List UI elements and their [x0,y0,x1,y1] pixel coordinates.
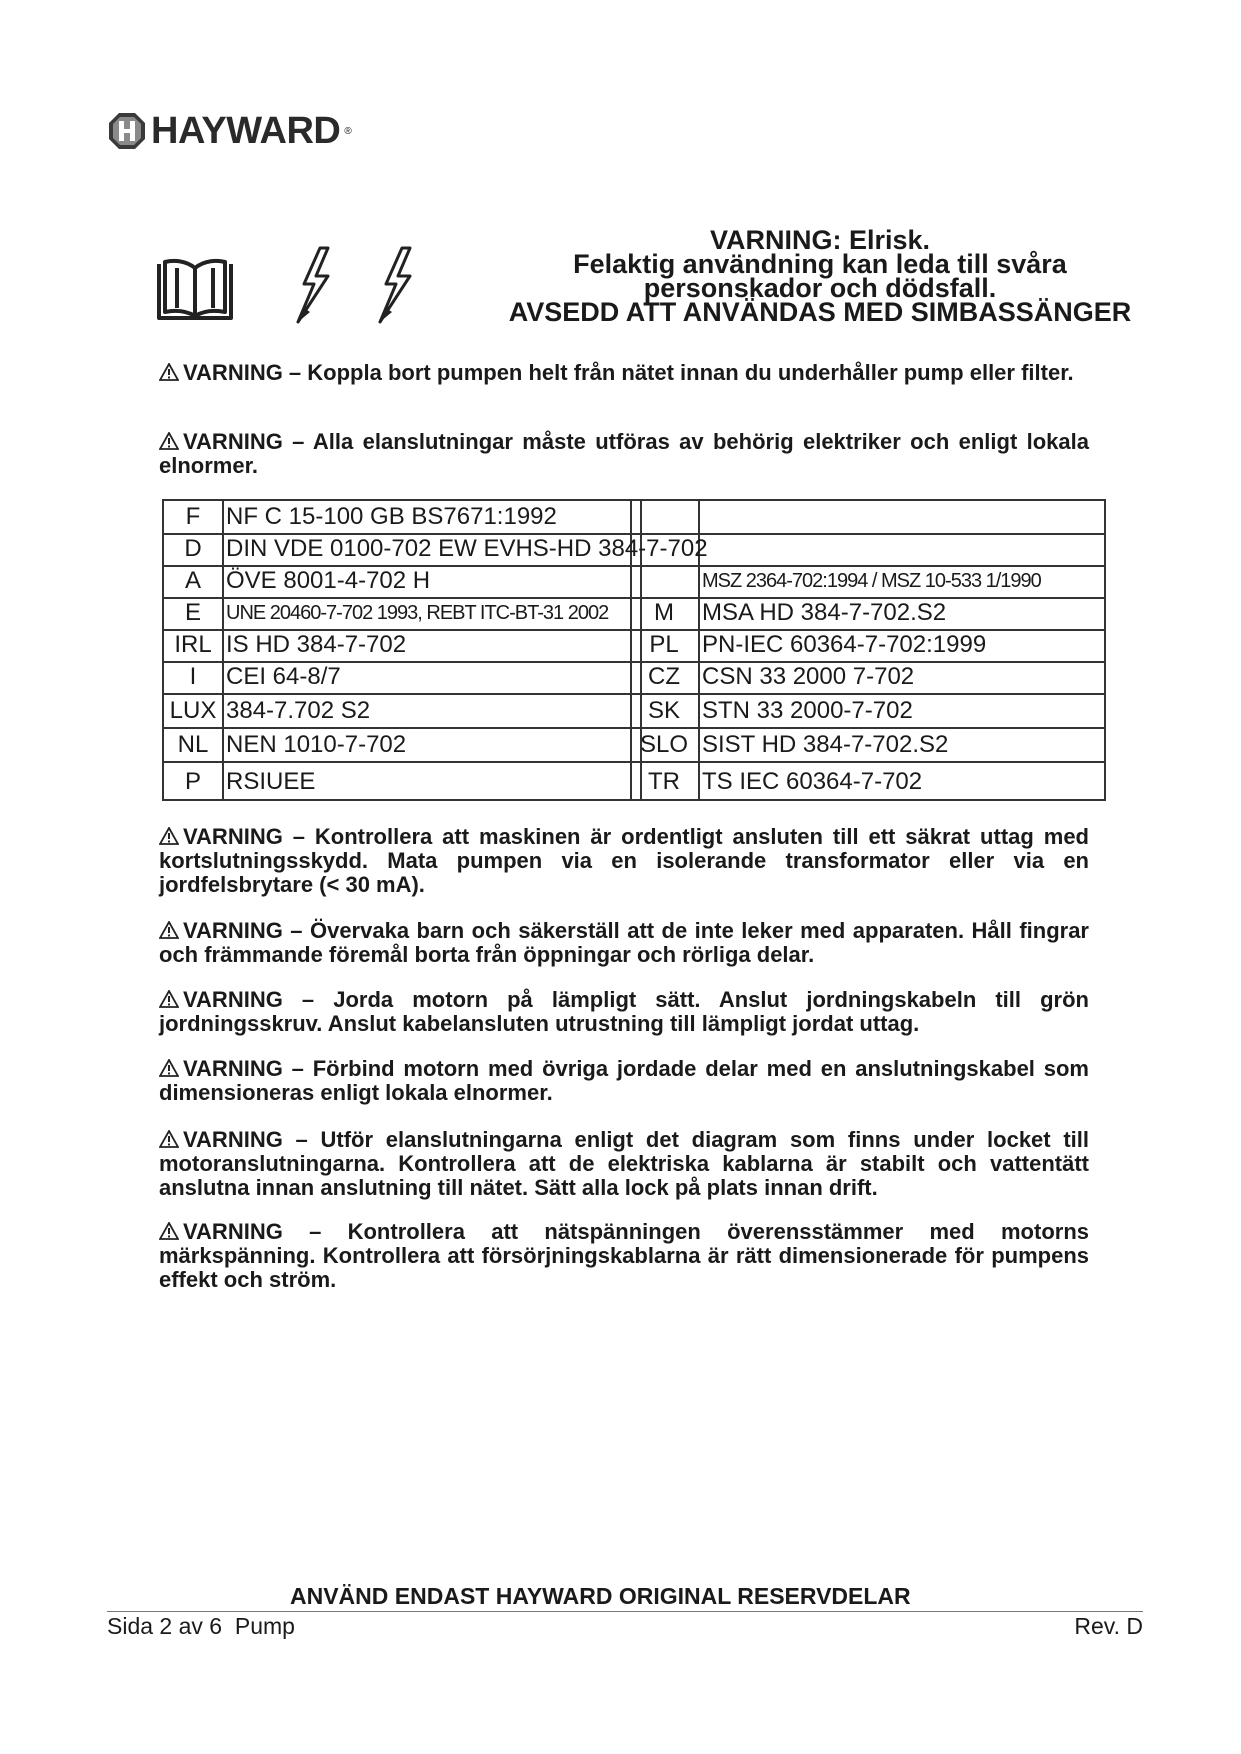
table-row [164,501,1104,535]
country-code [630,501,698,533]
standard-name: ÖVE 8001-4-702 H [226,567,431,594]
warning-triangle-icon [159,827,179,845]
table-row [164,695,1104,729]
standard-name [700,501,702,533]
header-line: Felaktig användning kan leda till svåra [573,249,1067,279]
standard-name: DIN VDE 0100-702 EW EVHS-HD 384-7-702 [226,535,708,562]
country-code: I [189,663,197,690]
country-code: NL [177,731,209,758]
standard-name: CSN 33 2000 7-702 [702,663,915,690]
warning-paragraph [159,1220,1089,1292]
warning-triangle-icon [159,432,179,450]
warning-text: VARNING – Jorda motorn på lämpligt sätt. Anslut jordningskabeln till grön jordningsskruv. Anslut kabelansluten utrustning till lämpligt jordat uttag. [159,987,1089,1036]
warning-triangle-icon [159,990,179,1008]
footer-divider [107,1611,1143,1612]
country-code: LUX [169,697,217,724]
electric-bolt-icon [290,246,336,326]
header-warning [470,225,1170,327]
standard-name: MSA HD 384-7-702.S2 [702,599,947,626]
warning-paragraph [159,825,1089,897]
registered-mark-icon: ® [344,125,352,137]
standard-name: 384-7.702 S2 [226,697,371,724]
electric-bolt-icon [372,246,418,326]
country-code: CZ [648,663,680,690]
warning-text: VARNING – Kontrollera att nätspänningen överensstämmer med motorns märkspänning. Kontrollera att försörjningskablarna är rätt dimensionerade för pumpens effekt och ström. [159,1219,1089,1292]
standard-name: IS HD 384-7-702 [226,631,407,658]
standard-name [700,533,702,565]
footer-title: ANVÄND ENDAST HAYWARD ORIGINAL RESERVDELAR [290,1583,911,1609]
country-code: IRL [174,631,212,658]
table-row [164,661,1104,695]
country-code: PL [649,631,679,658]
manual-book-icon [155,258,235,324]
header-line: VARNING: Elrisk. [709,225,931,255]
country-code: SK [647,697,680,724]
brand-name: HAYWARD [151,110,341,152]
warning-triangle-icon [159,363,179,381]
table-row [164,729,1104,763]
country-code: F [185,503,201,530]
standard-name: SIST HD 384-7-702.S2 [702,731,949,758]
standard-name: STN 33 2000-7-702 [702,697,913,724]
header-line: personskador och dödsfall. [643,273,997,303]
table-row [164,533,1104,567]
standard-name: TS IEC 60364-7-702 [702,768,923,795]
warning-paragraph [159,919,1089,967]
standard-name: CEI 64-8/7 [226,663,341,690]
table-row [164,597,1104,631]
warning-text: VARNING – Kontrollera att maskinen är ordentligt ansluten till ett säkrat uttag med kortslutningsskydd. Mata pumpen via en isolerande transformator eller via en jordfelsbrytare (< 30 mA). [159,824,1089,897]
warning-text: VARNING – Övervaka barn och säkerställ att de inte leker med apparaten. Håll fingrar och främmande föremål borta från öppningar och rörliga delar. [159,918,1089,967]
warning-paragraph [159,430,1089,478]
revision-label: Rev. D [1074,1613,1143,1639]
table-row [164,629,1104,663]
country-code [630,533,698,565]
standard-name: MSZ 2364-702:1994 / MSZ 10-533 1/1990 [702,569,1041,592]
warning-triangle-icon [159,1130,179,1148]
warning-text: VARNING – Alla elanslutningar måste utföras av behörig elektriker och enligt lokala elnormer. [159,429,1089,478]
country-code: A [184,567,201,594]
table-row [164,565,1104,599]
table-row [164,765,1104,799]
hayward-logo [107,111,352,151]
standard-name: NF C 15-100 GB BS7671:1992 [226,503,557,530]
warning-text: VARNING – Koppla bort pumpen helt från nätet innan du underhåller pump eller filter. [183,360,1074,385]
warning-triangle-icon [159,921,179,939]
warning-paragraph [159,361,1089,385]
country-code: P [184,768,201,795]
standard-name: NEN 1010-7-702 [226,731,407,758]
standard-name: PN-IEC 60364-7-702:1999 [702,631,987,658]
warning-triangle-icon [159,1059,179,1077]
country-code: TR [648,768,680,795]
country-code: SLO [639,731,689,758]
hayward-h-icon [107,111,147,151]
standard-name: UNE 20460-7-702 1993, REBT ITC-BT-31 2002 [226,601,609,624]
warning-triangle-icon [159,1222,179,1240]
warning-paragraph [159,1128,1089,1200]
country-code: M [654,599,674,626]
warning-paragraph [159,988,1089,1036]
header-line: AVSEDD ATT ANVÄNDAS MED SIMBASSÄNGER [508,297,1132,327]
country-code: E [184,599,201,626]
standards-table [162,499,1106,801]
country-code [630,565,698,597]
warning-text: VARNING – Förbind motorn med övriga jordade delar med en anslutningskabel som dimensioneras enligt lokala elnormer. [159,1056,1089,1105]
country-code: D [184,535,202,562]
page-number: Sida 2 av 6 Pump [107,1613,295,1639]
warning-paragraph [159,1057,1089,1105]
standard-name: RSIUEE [226,768,316,795]
warning-text: VARNING – Utför elanslutningarna enligt det diagram som finns under locket till motoranslutningarna. Kontrollera att de elektriska kablarna är stabilt och vattentätt anslutna innan anslutning till nätet. Sätt alla lock på plats innan drift. [159,1127,1089,1200]
